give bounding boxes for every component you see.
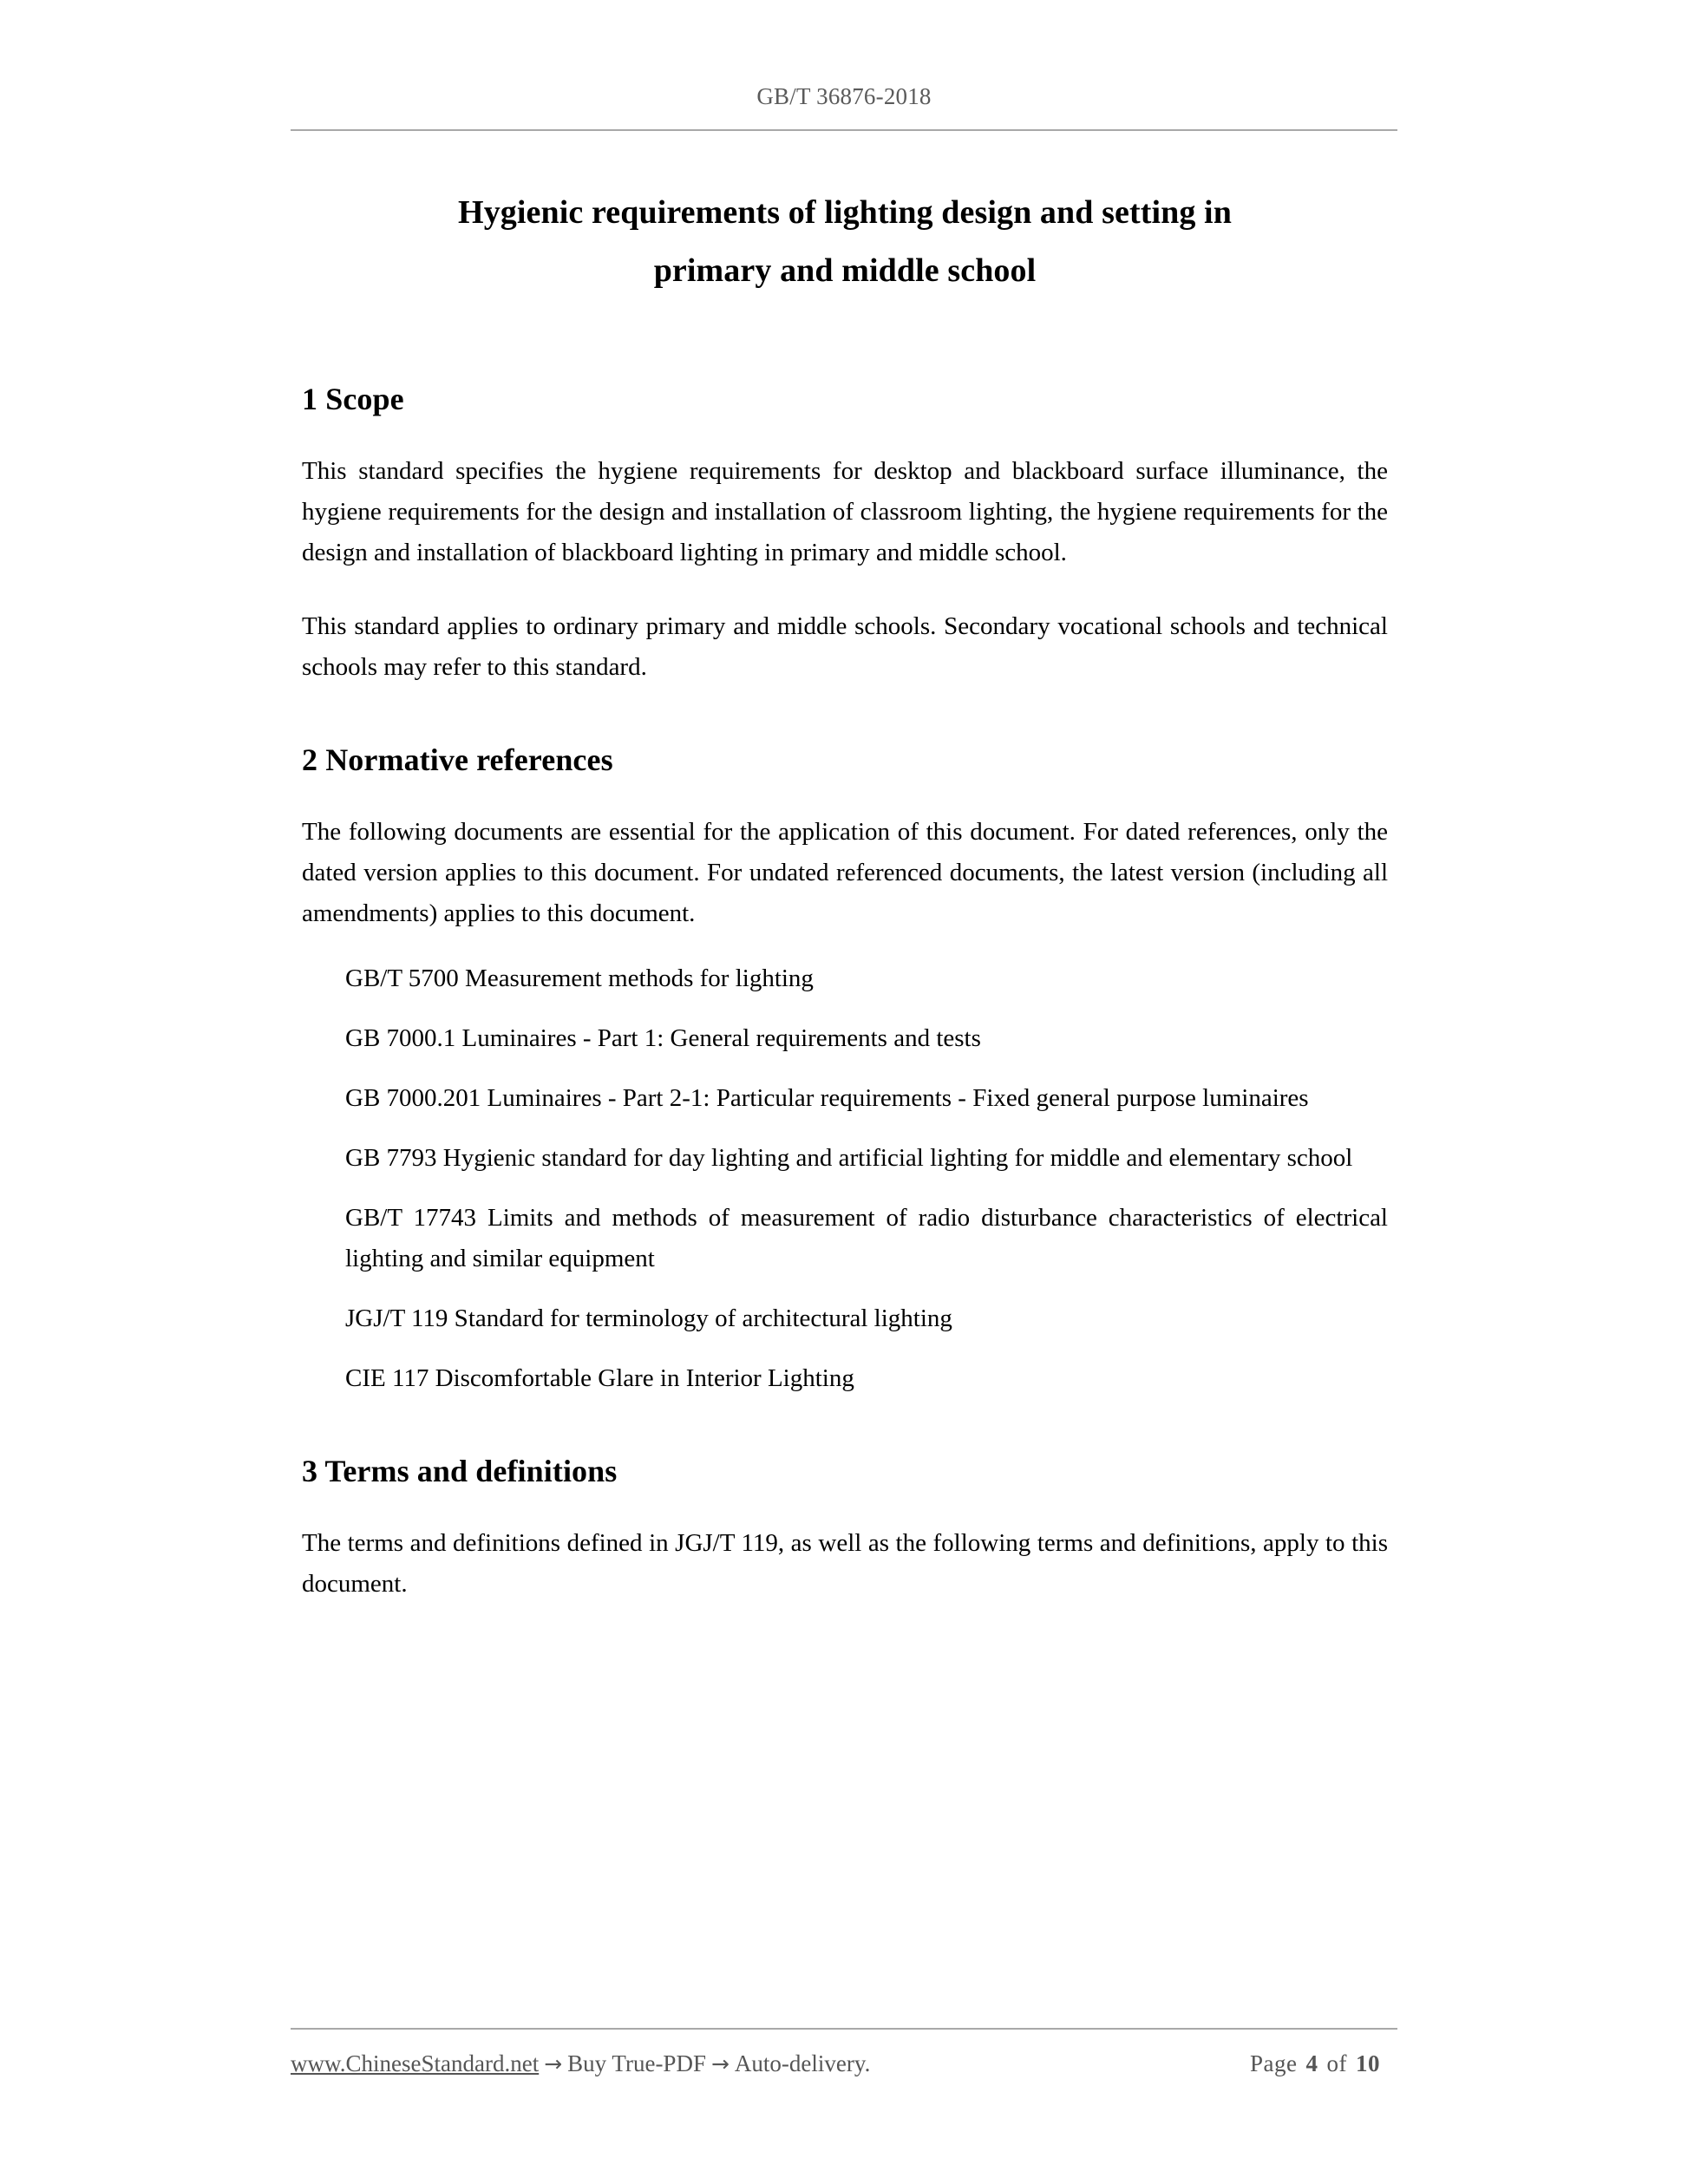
- section-heading-scope: 1 Scope: [302, 382, 404, 416]
- section-heading-normative-references: 2 Normative references: [302, 742, 613, 778]
- reference-item: GB/T 5700 Measurement methods for lighting: [345, 964, 814, 993]
- footer-promo-buy: Buy True-PDF: [567, 2050, 706, 2076]
- page-header: [291, 83, 1397, 131]
- document-body: [302, 184, 1388, 1605]
- reference-item: CIE 117 Discomfortable Glare in Interior Lighting: [345, 1363, 854, 1392]
- footer-row: [291, 2050, 1397, 2077]
- paragraph: The following documents are essential for the application of this document. For dated references, only the dated version applies to this document. For undated referenced documents, the latest version (including all amendments) applies to this document.: [302, 818, 1388, 928]
- footer-divider: [291, 2028, 1397, 2030]
- page-title-line-1: Hygienic requirements of lighting design and setting in: [458, 194, 1232, 231]
- reference-item: GB 7000.1 Luminaires - Part 1: General requirements and tests: [345, 1024, 981, 1053]
- total-page-count: 10: [1356, 2050, 1380, 2076]
- website-link[interactable]: www.ChineseStandard.net: [291, 2050, 540, 2076]
- page-indicator: [1246, 2050, 1397, 2077]
- paragraph: This standard specifies the hygiene requirements for desktop and blackboard surface illuminance, the hygiene requirements for the design and installation of classroom lighting, the hygiene requirements for the design and installation of blackboard lighting in primary and middle school.: [302, 457, 1388, 567]
- reference-item: GB 7793 Hygienic standard for day lighting and artificial lighting for middle and elementary school: [345, 1144, 1353, 1173]
- reference-item: GB/T 17743 Limits and methods of measurement of radio disturbance characteristics of electrical lighting and similar equipment: [345, 1204, 1388, 1272]
- section-heading-terms-and-definitions: 3 Terms and definitions: [302, 1453, 618, 1488]
- header-divider: [291, 129, 1397, 131]
- page-title: [302, 184, 1388, 299]
- standard-code: GB/T 36876-2018: [756, 83, 932, 109]
- arrow-right-icon: →: [710, 2051, 730, 2076]
- paragraph: The terms and definitions defined in JGJ/T 119, as well as the following terms and definitions, apply to this document.: [302, 1529, 1388, 1599]
- reference-item: JGJ/T 119 Standard for terminology of architectural lighting: [345, 1304, 952, 1332]
- arrow-right-icon: →: [544, 2051, 563, 2076]
- of-label: of: [1326, 2050, 1347, 2076]
- footer-promo: [291, 2050, 870, 2077]
- reference-item: GB 7000.201 Luminaires - Part 2-1: Particular requirements - Fixed general purpose luminaires: [345, 1084, 1309, 1113]
- page-label: Page: [1250, 2050, 1298, 2076]
- footer-promo-delivery: Auto-delivery.: [734, 2050, 871, 2076]
- paragraph: This standard applies to ordinary primary and middle schools. Secondary vocational schools and technical schools may refer to this standard.: [302, 612, 1388, 682]
- page-footer: [291, 2028, 1397, 2077]
- current-page-number: 4: [1305, 2050, 1318, 2076]
- page-title-line-2: primary and middle school: [653, 252, 1037, 289]
